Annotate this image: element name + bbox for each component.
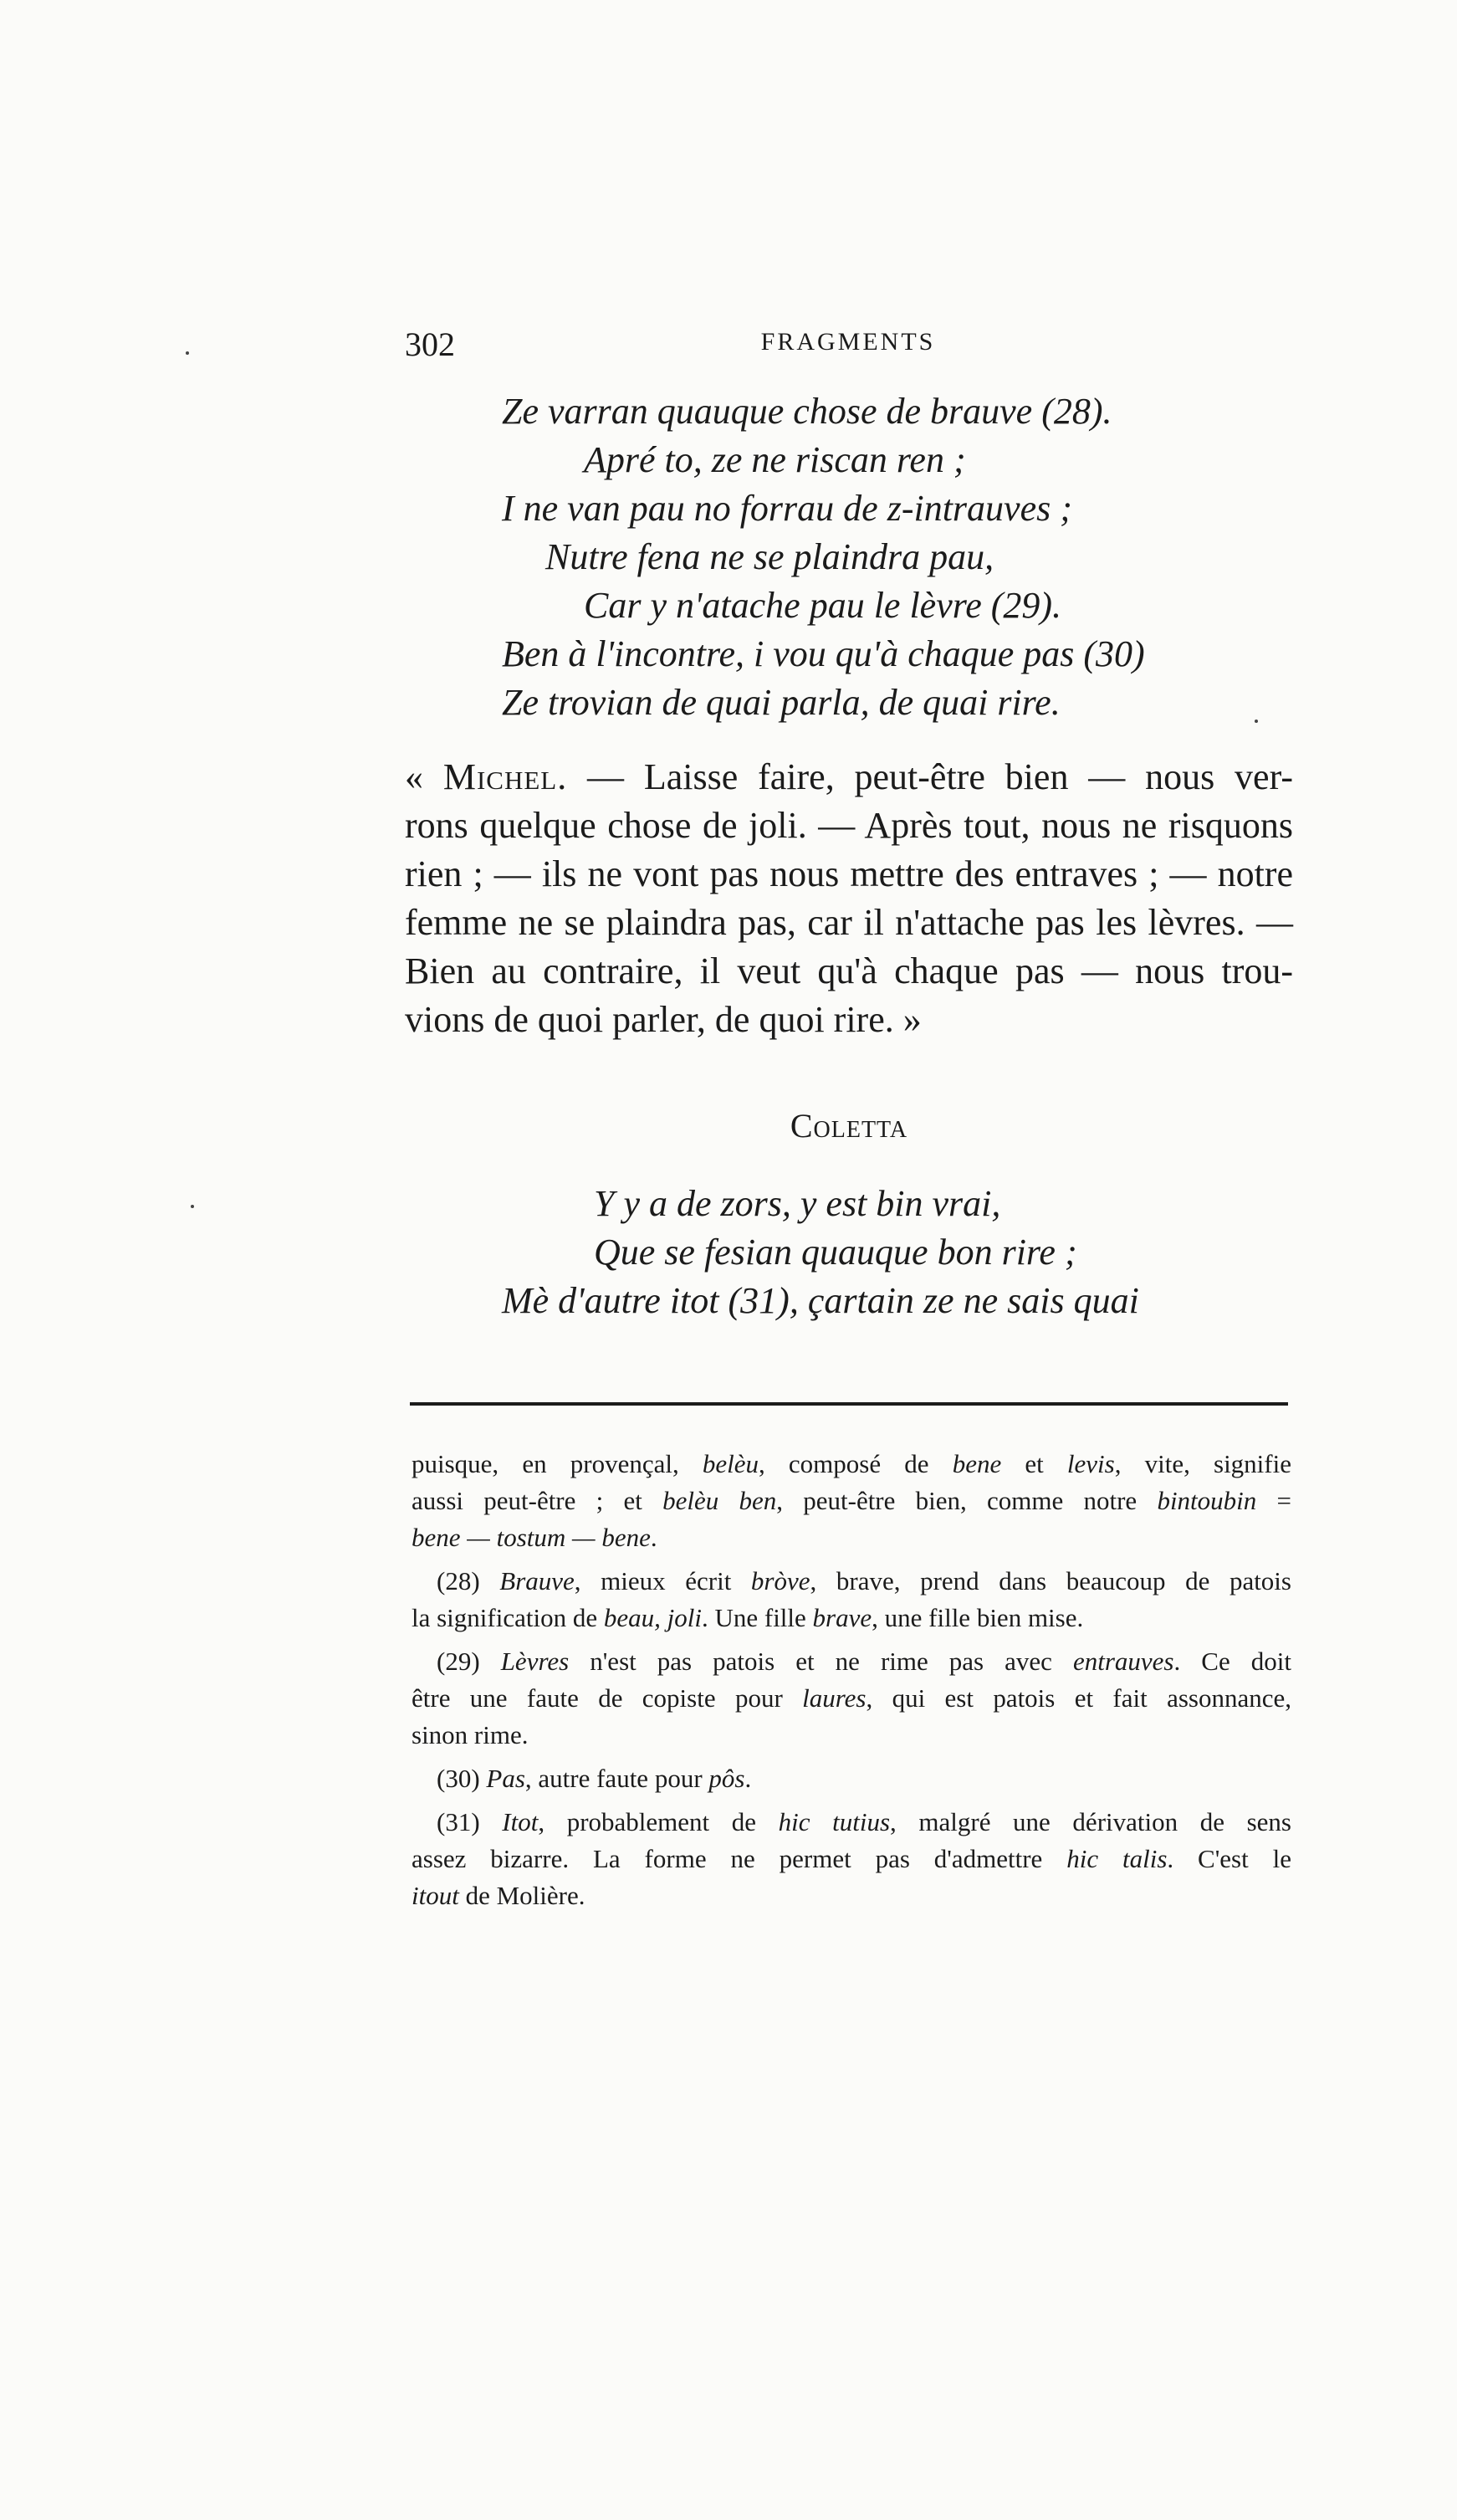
verse-line: Nutre fena ne se plaindra pau, (545, 536, 994, 577)
verse-line: Mè d'autre itot (31), çartain ze ne sais quai (502, 1280, 1139, 1321)
footnote-line: être une faute de copiste pour laures, qui est patois et fait assonnance, (412, 1683, 1291, 1713)
page-header (405, 325, 1291, 375)
translation-line: rien ; — ils ne vont pas nous mettre des entraves ; — notre (405, 853, 1293, 894)
footnote-28: (28) Brauve, mieux écrit bròve, brave, prend dans beaucoup de patois (437, 1566, 1291, 1595)
footnote-rule (410, 1402, 1288, 1406)
footnotes (412, 1446, 1291, 1914)
verse-block-coletta (502, 1180, 1139, 1325)
translation-line: « Michel. — Laisse faire, peut-être bien — nous ver- (405, 756, 1293, 797)
scan-speck (1255, 720, 1258, 723)
translation-line: femme ne se plaindra pas, car il n'attache pas les lèvres. — (405, 902, 1293, 943)
footnote-line: aussi peut-être ; et belèu ben, peut-être bien, comme notre bintoubin = (412, 1486, 1292, 1515)
verse-line: I ne van pau no forrau de z-intrauves ; (502, 488, 1072, 529)
running-title: FRAGMENTS (760, 328, 936, 356)
footnote-31: (31) Itot, probablement de hic tutius, malgré une dérivation de sens (437, 1807, 1291, 1836)
footnote-line: assez bizarre. La forme ne permet pas d'admettre hic talis. C'est le (412, 1844, 1291, 1873)
prose-translation (405, 753, 1293, 1044)
translation-line: vions de quoi parler, de quoi rire. » (405, 999, 922, 1040)
verse-line: Ben à l'incontre, i vou qu'à chaque pas (30) (502, 633, 1145, 674)
footnote-line: la signification de beau, joli. Une fille brave, une fille bien mise. (412, 1603, 1084, 1632)
speaker-heading: Coletta (790, 1107, 908, 1145)
scan-speck (186, 351, 189, 355)
verse-line: Que se fesian quauque bon rire ; (594, 1232, 1077, 1273)
footnote-30: (30) Pas, autre faute pour pôs. (437, 1764, 752, 1793)
open-quote: « (405, 756, 423, 797)
verse-line: Car y n'atache pau le lèvre (29). (584, 585, 1062, 626)
speaker-name: Michel. (442, 756, 568, 797)
verse-block-michel (502, 387, 1145, 727)
footnote-line: sinon rime. (412, 1720, 529, 1749)
verse-line: Ze trovian de quai parla, de quai rire. (502, 682, 1061, 723)
scan-speck (191, 1205, 194, 1208)
footnote-line: itout de Molière. (412, 1881, 585, 1910)
page-number: 302 (405, 325, 455, 363)
translation-line: Bien au contraire, il veut qu'à chaque pas — nous trou- (405, 950, 1293, 991)
footnote-29: (29) Lèvres n'est pas patois et ne rime pas avec entrauves. Ce doit (437, 1647, 1291, 1676)
verse-line: Y y a de zors, y est bin vrai, (594, 1183, 1001, 1224)
footnote-line: bene — tostum — bene. (412, 1523, 657, 1552)
footnote-line: puisque, en provençal, belèu, composé de bene et levis, vite, signifie (412, 1449, 1291, 1478)
verse-line: Ze varran quauque chose de brauve (28). (502, 391, 1112, 432)
translation-line: rons quelque chose de joli. — Après tout, nous ne risquons (405, 805, 1293, 846)
verse-line: Apré to, ze ne riscan ren ; (584, 439, 966, 480)
